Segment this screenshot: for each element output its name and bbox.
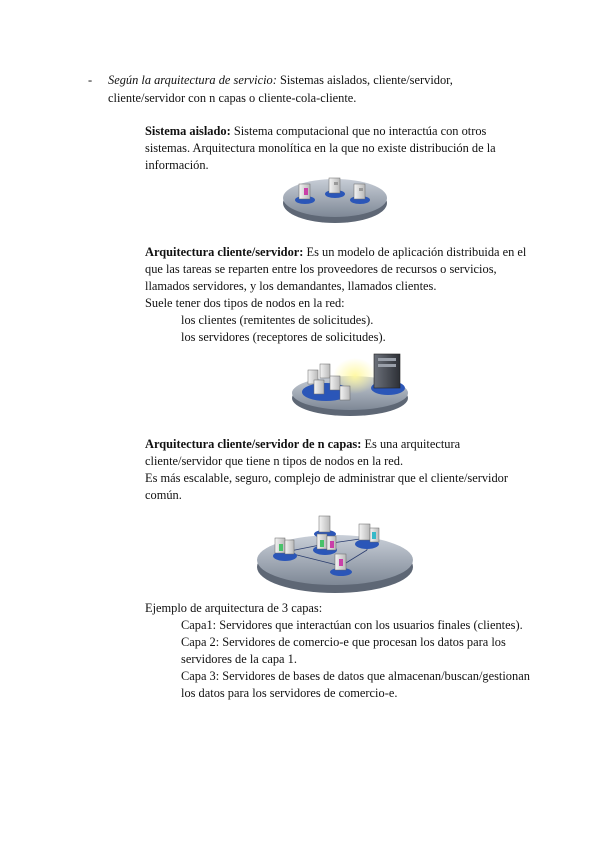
ncapas-line-2: cliente/servidor que tiene n tipos de nodos en la red. <box>145 454 404 468</box>
ncapas-line-3: Es más escalable, seguro, complejo de administrar que el cliente/servidor <box>145 471 508 485</box>
ejemplo-capa2-line-1: Capa 2: Servidores de comercio-e que procesan los datos para los <box>181 635 506 649</box>
ejemplo-capa2-line-2: servidores de la capa 1. <box>181 652 297 666</box>
figure-cliente-servidor <box>290 346 415 418</box>
ejemplo-capa3-line-1: Capa 3: Servidores de bases de datos que almacenan/buscan/gestionan <box>181 669 530 683</box>
bullet-line-1 <box>108 72 453 90</box>
cs-item-clientes: los clientes (remitentes de solicitudes). <box>181 313 374 327</box>
ejemplo-capa1: Capa1: Servidores que interactúan con los usuarios finales (clientes). <box>181 618 523 632</box>
tier-node-1 <box>273 538 297 561</box>
cs-line-2: que las tareas se reparten entre los proveedores de recursos o servicios, <box>145 262 497 276</box>
aislado-line-1-rest: Sistema computacional que no interactúa con otros <box>230 124 487 138</box>
ncapas-line-4: común. <box>145 488 182 502</box>
aislado-line-3: información. <box>145 158 209 172</box>
cs-line-1-rest: Es un modelo de aplicación distribuida en el <box>303 245 527 259</box>
figure-sistema-aislado <box>280 170 390 225</box>
aislado-title: Sistema aislado: <box>145 124 231 138</box>
aislado-line-1 <box>145 123 486 141</box>
cs-item-servidores: los servidores (receptores de solicitudes). <box>181 330 386 344</box>
bullet-dash: - <box>88 73 93 87</box>
cs-title: Arquitectura cliente/servidor: <box>145 245 304 259</box>
bullet-lead: Según la arquitectura de servicio: <box>108 73 277 87</box>
cs-line-3: llamados servidores, y los demandantes, llamados clientes. <box>145 279 437 293</box>
ncapas-title: Arquitectura cliente/servidor de n capas: <box>145 437 362 451</box>
figure-n-capas <box>255 504 415 596</box>
bullet-lead-rest: Sistemas aislados, cliente/servidor, <box>276 73 453 87</box>
ejemplo-capa3-line-2: los datos para los servidores de comercio-e. <box>181 686 398 700</box>
ncapas-line-1-rest: Es una arquitectura <box>361 437 461 451</box>
cs-line-4: Suele tener dos tipos de nodos en la red: <box>145 296 345 310</box>
ejemplo-intro: Ejemplo de arquitectura de 3 capas: <box>145 601 323 615</box>
aislado-line-2: sistemas. Arquitectura monolítica en la que no existe distribución de la <box>145 141 496 155</box>
ncapas-line-1 <box>145 436 460 454</box>
bullet-line-2: cliente/servidor con n capas o cliente-cola-cliente. <box>108 91 357 105</box>
server-node <box>371 354 405 395</box>
cs-line-1 <box>145 244 526 262</box>
